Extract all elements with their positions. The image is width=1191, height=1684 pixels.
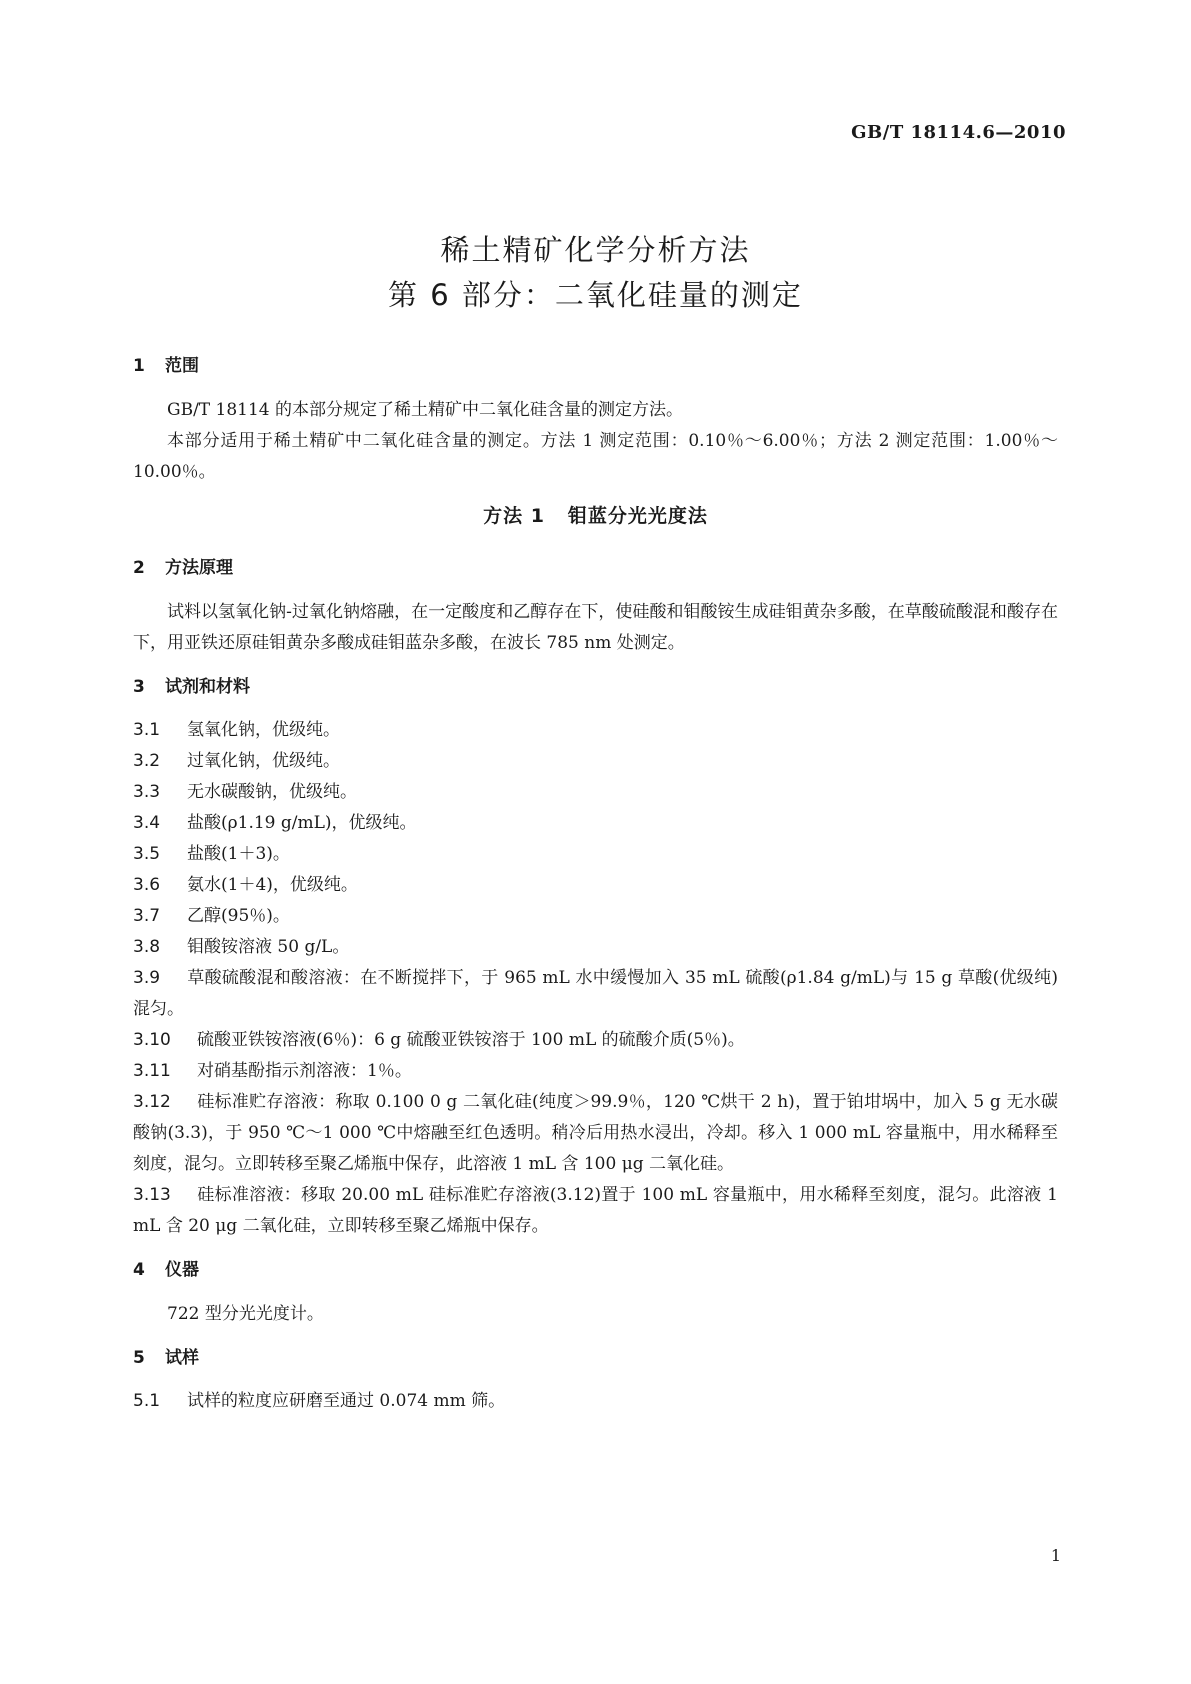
document-title: 稀土精矿化学分析方法 xyxy=(440,233,751,267)
item-text: 过氧化钠，优级纯。 xyxy=(187,751,340,771)
list-item xyxy=(133,777,1058,808)
section-3-heading xyxy=(133,673,1058,701)
list-item xyxy=(133,1056,1058,1087)
page-number: 1 xyxy=(1050,1546,1061,1565)
item-number: 3.10 xyxy=(133,1030,171,1050)
list-item xyxy=(133,839,1058,870)
section-title: 试样 xyxy=(165,1348,199,1368)
section-1-heading xyxy=(133,352,1058,380)
document-subtitle: 第 6 部分：二氧化硅量的测定 xyxy=(388,278,803,312)
item-text: 盐酸(ρ1.19 g/mL)，优级纯。 xyxy=(187,813,417,833)
item-number: 3.7 xyxy=(133,906,161,926)
section-title: 方法原理 xyxy=(165,558,233,578)
list-item xyxy=(133,963,1058,1025)
section-2-paragraph: 试料以氢氧化钠-过氧化钠熔融，在一定酸度和乙醇存在下，使硅酸和钼酸铵生成硅钼黄杂多酸，在草酸硫酸混和酸存在下，用亚铁还原硅钼黄杂多酸成硅钼蓝杂多酸，在波长 785 nm 处测定。 xyxy=(133,602,1058,653)
list-item xyxy=(133,1180,1058,1242)
item-number: 3.13 xyxy=(133,1185,171,1205)
item-text: 对硝基酚指示剂溶液：1％。 xyxy=(197,1061,412,1081)
item-text: 硅标准贮存溶液：称取 0.100 0 g 二氧化硅(纯度＞99.9％，120 ℃烘干 2 h)，置于铂坩埚中，加入 5 g 无水碳酸钠(3.3)，于 950 ℃～1 000 ℃中熔融至红色透明。稍冷后用热水浸出，冷却。移入 1 000 mL 容量瓶中，用水稀释至刻度，混匀。立即转移至聚乙烯瓶中保存，此溶液 1 mL 含 100 μg 二氧化硅。 xyxy=(133,1092,1058,1174)
section-number: 4 xyxy=(133,1260,145,1280)
item-number: 3.9 xyxy=(133,968,161,988)
section-1-paragraph-2: 本部分适用于稀土精矿中二氧化硅含量的测定。方法 1 测定范围：0.10％～6.00％；方法 2 测定范围：1.00％～10.00％。 xyxy=(133,431,1058,482)
item-text: 硫酸亚铁铵溶液(6％)：6 g 硫酸亚铁铵溶于 100 mL 的硫酸介质(5％)。 xyxy=(197,1030,745,1050)
list-item xyxy=(133,901,1058,932)
list-item xyxy=(133,808,1058,839)
document-body xyxy=(133,352,1058,1417)
item-text: 试样的粒度应研磨至通过 0.074 mm 筛。 xyxy=(187,1391,506,1411)
item-number: 3.12 xyxy=(133,1092,171,1112)
item-number: 3.4 xyxy=(133,813,161,833)
section-title: 范围 xyxy=(165,356,199,376)
item-text: 硅标准溶液：移取 20.00 mL 硅标准贮存溶液(3.12)置于 100 mL 容量瓶中，用水稀释至刻度，混匀。此溶液 1 mL 含 20 μg 二氧化硅，立即转移至聚乙烯瓶中保存。 xyxy=(133,1185,1058,1236)
list-item xyxy=(133,715,1058,746)
item-text: 氢氧化钠，优级纯。 xyxy=(187,720,340,740)
item-number: 3.1 xyxy=(133,720,161,740)
section-number: 5 xyxy=(133,1348,145,1368)
section-4-heading xyxy=(133,1256,1058,1284)
item-number: 3.6 xyxy=(133,875,161,895)
item-number: 5.1 xyxy=(133,1391,161,1411)
item-number: 3.5 xyxy=(133,844,161,864)
section-title: 试剂和材料 xyxy=(165,677,250,697)
list-item xyxy=(133,1025,1058,1056)
list-item xyxy=(133,746,1058,777)
item-text: 乙醇(95％)。 xyxy=(187,906,290,926)
section-1-paragraph-1: GB/T 18114 的本部分规定了稀土精矿中二氧化硅含量的测定方法。 xyxy=(167,400,684,420)
list-item xyxy=(133,932,1058,963)
list-item xyxy=(133,1386,1058,1417)
item-number: 3.11 xyxy=(133,1061,171,1081)
list-item xyxy=(133,1087,1058,1180)
standard-code: GB/T 18114.6—2010 xyxy=(851,122,1066,143)
item-text: 草酸硫酸混和酸溶液：在不断搅拌下，于 965 mL 水中缓慢加入 35 mL 硫酸(ρ1.84 g/mL)与 15 g 草酸(优级纯)混匀。 xyxy=(133,968,1058,1019)
section-title: 仪器 xyxy=(165,1260,199,1280)
method-1-title: 方法 1 钼蓝分光光度法 xyxy=(483,505,708,527)
item-number: 3.2 xyxy=(133,751,161,771)
item-text: 盐酸(1＋3)。 xyxy=(187,844,290,864)
section-number: 2 xyxy=(133,558,145,578)
item-number: 3.3 xyxy=(133,782,161,802)
section-5-heading xyxy=(133,1344,1058,1372)
section-2-heading xyxy=(133,554,1058,582)
item-text: 无水碳酸钠，优级纯。 xyxy=(187,782,357,802)
item-text: 钼酸铵溶液 50 g/L。 xyxy=(187,937,350,957)
section-number: 3 xyxy=(133,677,145,697)
item-text: 氨水(1＋4)，优级纯。 xyxy=(187,875,358,895)
item-number: 3.8 xyxy=(133,937,161,957)
section-4-paragraph: 722 型分光光度计。 xyxy=(167,1304,324,1324)
section-number: 1 xyxy=(133,356,145,376)
list-item xyxy=(133,870,1058,901)
